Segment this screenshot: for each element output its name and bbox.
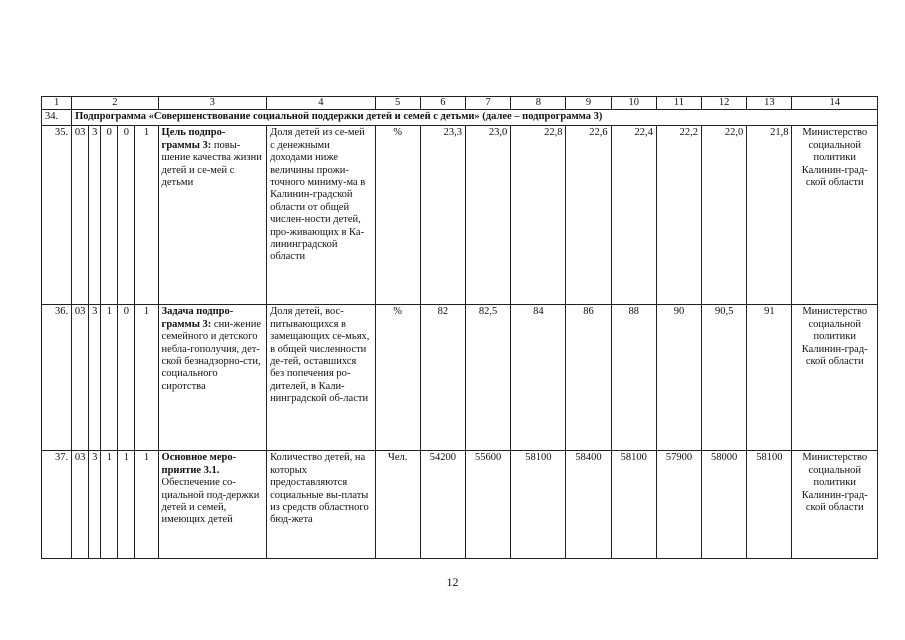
header-cell: 8: [511, 97, 566, 110]
code-cell: 1: [118, 451, 135, 559]
header-cell: 7: [465, 97, 510, 110]
header-cell: 6: [420, 97, 465, 110]
indicator-cell: Доля детей, вос-питывающихся в замещающих се-мьях, в общей численности де-тей, оставшихся без попечения ро-дителей, в Кали-нинградской об-ласти: [267, 305, 376, 451]
program-indicators-table: [41, 96, 878, 559]
value-cell: 22,6: [566, 126, 611, 305]
value-cell: 58100: [747, 451, 792, 559]
value-cell: 88: [611, 305, 656, 451]
name-cell: [158, 451, 267, 559]
header-cell: 10: [611, 97, 656, 110]
name-cell: [158, 126, 267, 305]
code-cell: 3: [89, 451, 101, 559]
table-row: [42, 451, 878, 559]
value-cell: 90: [656, 305, 701, 451]
header-cell: 13: [747, 97, 792, 110]
value-cell: 58400: [566, 451, 611, 559]
column-number-header-row: [42, 97, 878, 110]
value-cell: 22,0: [702, 126, 747, 305]
value-cell: 58100: [511, 451, 566, 559]
row-number: 35.: [42, 126, 72, 305]
name-text: сни-жение семейного и детского небла-гополучия, дет-ской безнадзорно-сти, социального сиротства: [161, 318, 261, 392]
value-cell: 22,4: [611, 126, 656, 305]
subprogram-row: [42, 110, 878, 126]
row-number: 37.: [42, 451, 72, 559]
header-cell: 5: [375, 97, 420, 110]
indicator-cell: Количество детей, на которых предоставляются социальные вы-платы из средств областного бюд-жета: [267, 451, 376, 559]
value-cell: 23,3: [420, 126, 465, 305]
code-cell: 1: [135, 126, 158, 305]
responsible-cell: Министерство социальной политики Калинин-град-ской области: [792, 451, 878, 559]
row-number: 36.: [42, 305, 72, 451]
value-cell: 91: [747, 305, 792, 451]
table-row: [42, 126, 878, 305]
code-cell: 03: [72, 305, 89, 451]
header-cell: 2: [72, 97, 158, 110]
code-cell: 1: [135, 305, 158, 451]
header-cell: 1: [42, 97, 72, 110]
value-cell: 82: [420, 305, 465, 451]
table-row: [42, 305, 878, 451]
name-text: Обеспечение со-циальной под-держки детей и семей, имеющих детей: [161, 477, 260, 526]
responsible-cell: Министерство социальной политики Калинин-град-ской области: [792, 126, 878, 305]
code-cell: 1: [101, 305, 118, 451]
value-cell: 55600: [465, 451, 510, 559]
value-cell: 23,0: [465, 126, 510, 305]
code-cell: 1: [101, 451, 118, 559]
code-cell: 03: [72, 126, 89, 305]
header-cell: 3: [158, 97, 267, 110]
value-cell: 82,5: [465, 305, 510, 451]
name-bold: Основное меро-приятие 3.1.: [161, 452, 237, 476]
value-cell: 57900: [656, 451, 701, 559]
value-cell: 58100: [611, 451, 656, 559]
code-cell: 1: [135, 451, 158, 559]
indicator-cell: Доля детей из се-мей с денежными доходами ниже величины прожи-точного миниму-ма в Калинин-градской области от общей числен-ности детей, про-живающих в Ка-лининградской области: [267, 126, 376, 305]
name-bold: Задача подпро-граммы 3:: [161, 306, 234, 330]
name-text: повы-шение качества жизни детей и се-мей с детьми: [161, 139, 262, 189]
value-cell: 84: [511, 305, 566, 451]
unit-cell: Чел.: [375, 451, 420, 559]
value-cell: 86: [566, 305, 611, 451]
row-number: 34.: [42, 110, 72, 126]
value-cell: 54200: [420, 451, 465, 559]
unit-cell: %: [375, 126, 420, 305]
unit-cell: %: [375, 305, 420, 451]
code-cell: 0: [101, 126, 118, 305]
name-cell: [158, 305, 267, 451]
subprogram-title: Подпрограмма «Совершенствование социальной поддержки детей и семей с детьми» (далее – подпрограмма 3): [72, 110, 878, 126]
value-cell: 58000: [702, 451, 747, 559]
header-cell: 9: [566, 97, 611, 110]
header-cell: 11: [656, 97, 701, 110]
header-cell: 4: [267, 97, 376, 110]
header-cell: 12: [702, 97, 747, 110]
responsible-cell: Министерство социальной политики Калинин-град-ской области: [792, 305, 878, 451]
code-cell: 3: [89, 126, 101, 305]
name-bold: Цель подпро-граммы 3:: [161, 127, 226, 151]
code-cell: 0: [118, 126, 135, 305]
header-cell: 14: [792, 97, 878, 110]
value-cell: 21,8: [747, 126, 792, 305]
value-cell: 22,8: [511, 126, 566, 305]
code-cell: 0: [118, 305, 135, 451]
value-cell: 90,5: [702, 305, 747, 451]
code-cell: 03: [72, 451, 89, 559]
code-cell: 3: [89, 305, 101, 451]
page-number: 12: [446, 575, 459, 589]
value-cell: 22,2: [656, 126, 701, 305]
